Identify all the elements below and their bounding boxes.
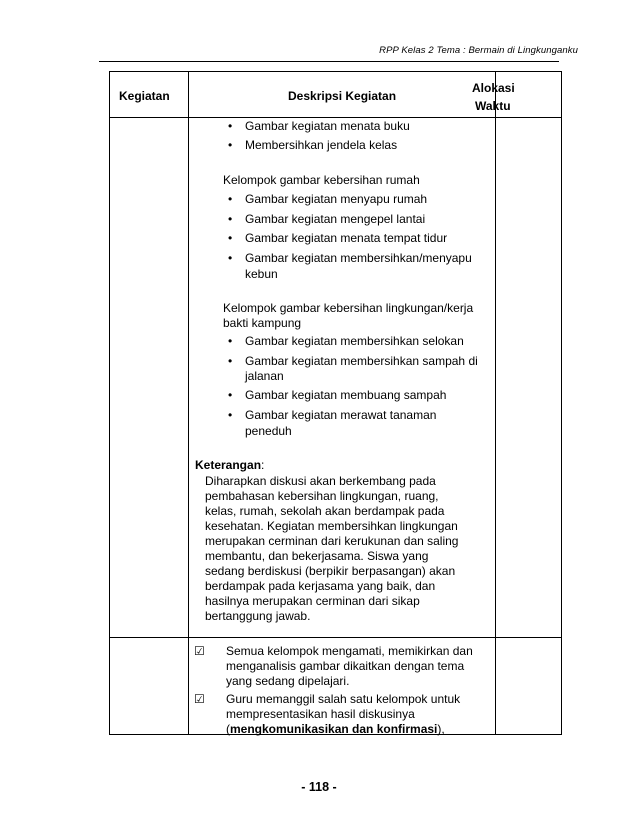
- keterangan-line: pembahasan kebersihan lingkungan, ruang,: [205, 489, 439, 503]
- activity-table: Kegiatan Deskripsi Kegiatan Alokasi Waktu • Gambar kegiatan menata buku • Membersihkan jendela kelas Kelompok gambar kebersihan rumah • Gambar kegiatan menyapu rumah • Gambar kegiatan mengepel lantai • Gambar kegiatan menata tempat tidur • Gambar kegiatan membersihkan/menyapu kebun Kelompok gambar kebersihan lingkungan/kerja bakti kampung • Gambar kegiatan membersihkan selokan • Gambar kegiatan membersihkan sampah di jalanan • Gambar kegiatan membuang sampah • Gambar kegiatan merawat tanaman peneduh Keterangan: Diharapkan diskusi akan berkembang pada pembahasan kebersihan lingkungan, ruang, kelas, rumah, sekolah akan berdampak pada kesehatan. Kegiatan membersihkan lingkungan merupakan cerminan dari kerukunan dan saling membantu, dan bekerjasama. Siswa yang sedang berdiskusi (berpikir berpasangan) akan berdampak pada kerjasama yang baik, dan hasilnya merupakan cerminan dari sikap bertanggung jawab. ☑ Semua kelompok mengamati, memikirkan dan menganalisis gambar dikaitkan dengan tema yang sedang dipelajari. ☑ Guru memanggil salah satu kelompok untuk mempresentasikan hasil diskusinya (mengkomunikasikan dan konfirmasi),: [109, 71, 562, 735]
- keterangan-heading: Keterangan:: [195, 458, 265, 472]
- list-item-continuation: jalanan: [245, 369, 284, 383]
- group-title: Kelompok gambar kebersihan lingkungan/kerja: [223, 301, 474, 315]
- bullet-icon: •: [228, 192, 233, 206]
- keterangan-line: kesehatan. Kegiatan membersihkan lingkungan: [205, 519, 458, 533]
- group-title-continuation: bakti kampung: [223, 316, 302, 330]
- bullet-icon: •: [228, 119, 233, 133]
- bullet-icon: •: [228, 408, 233, 422]
- column-divider: [188, 72, 189, 734]
- checkbox-checked-icon: ☑: [194, 644, 205, 658]
- running-header: RPP Kelas 2 Tema : Bermain di Lingkunganku: [379, 45, 578, 56]
- header-rule: [99, 61, 559, 62]
- page-number: - 118 -: [301, 780, 337, 794]
- list-item-continuation: kebun: [245, 267, 278, 281]
- bullet-icon: •: [228, 231, 233, 245]
- keterangan-line: bertanggung jawab.: [205, 609, 311, 623]
- checklist-item-continuation: mempresentasikan hasil diskusinya: [226, 707, 415, 721]
- header-kegiatan: Kegiatan: [119, 89, 170, 103]
- bullet-icon: •: [228, 138, 233, 152]
- keterangan-line: sedang berdiskusi (berpikir berpasangan) akan: [205, 564, 456, 578]
- header-deskripsi: Deskripsi Kegiatan: [288, 89, 397, 103]
- bullet-icon: •: [228, 212, 233, 226]
- bullet-icon: •: [228, 354, 233, 368]
- column-divider: [495, 72, 496, 734]
- keterangan-line: Diharapkan diskusi akan berkembang pada: [205, 474, 436, 488]
- bullet-icon: •: [228, 334, 233, 348]
- header-row-divider: [110, 117, 561, 118]
- group-title: Kelompok gambar kebersihan rumah: [223, 173, 420, 187]
- keterangan-line: membantu, dan bekerjasama. Siswa yang: [205, 549, 429, 563]
- checklist-item-continuation: (mengkomunikasikan dan konfirmasi),: [226, 722, 445, 736]
- list-item-continuation: peneduh: [245, 424, 292, 438]
- bullet-icon: •: [228, 251, 233, 265]
- keterangan-line: kelas, rumah, sekolah akan berdampak pada: [205, 504, 445, 518]
- header-alokasi: Alokasi: [472, 81, 515, 95]
- checkbox-checked-icon: ☑: [194, 692, 205, 706]
- row-divider: [110, 637, 561, 638]
- keterangan-line: merupakan cerminan dari kerukunan dan saling: [205, 534, 459, 548]
- keterangan-line: hasilnya merupakan cerminan dari sikap: [205, 594, 420, 608]
- checklist-item-continuation: yang sedang dipelajari.: [226, 674, 350, 688]
- bullet-icon: •: [228, 388, 233, 402]
- keterangan-line: berdampak pada kerjasama yang baik, dan: [205, 579, 436, 593]
- header-waktu: Waktu: [475, 99, 511, 113]
- checklist-item-continuation: menganalisis gambar dikaitkan dengan tema: [226, 659, 465, 673]
